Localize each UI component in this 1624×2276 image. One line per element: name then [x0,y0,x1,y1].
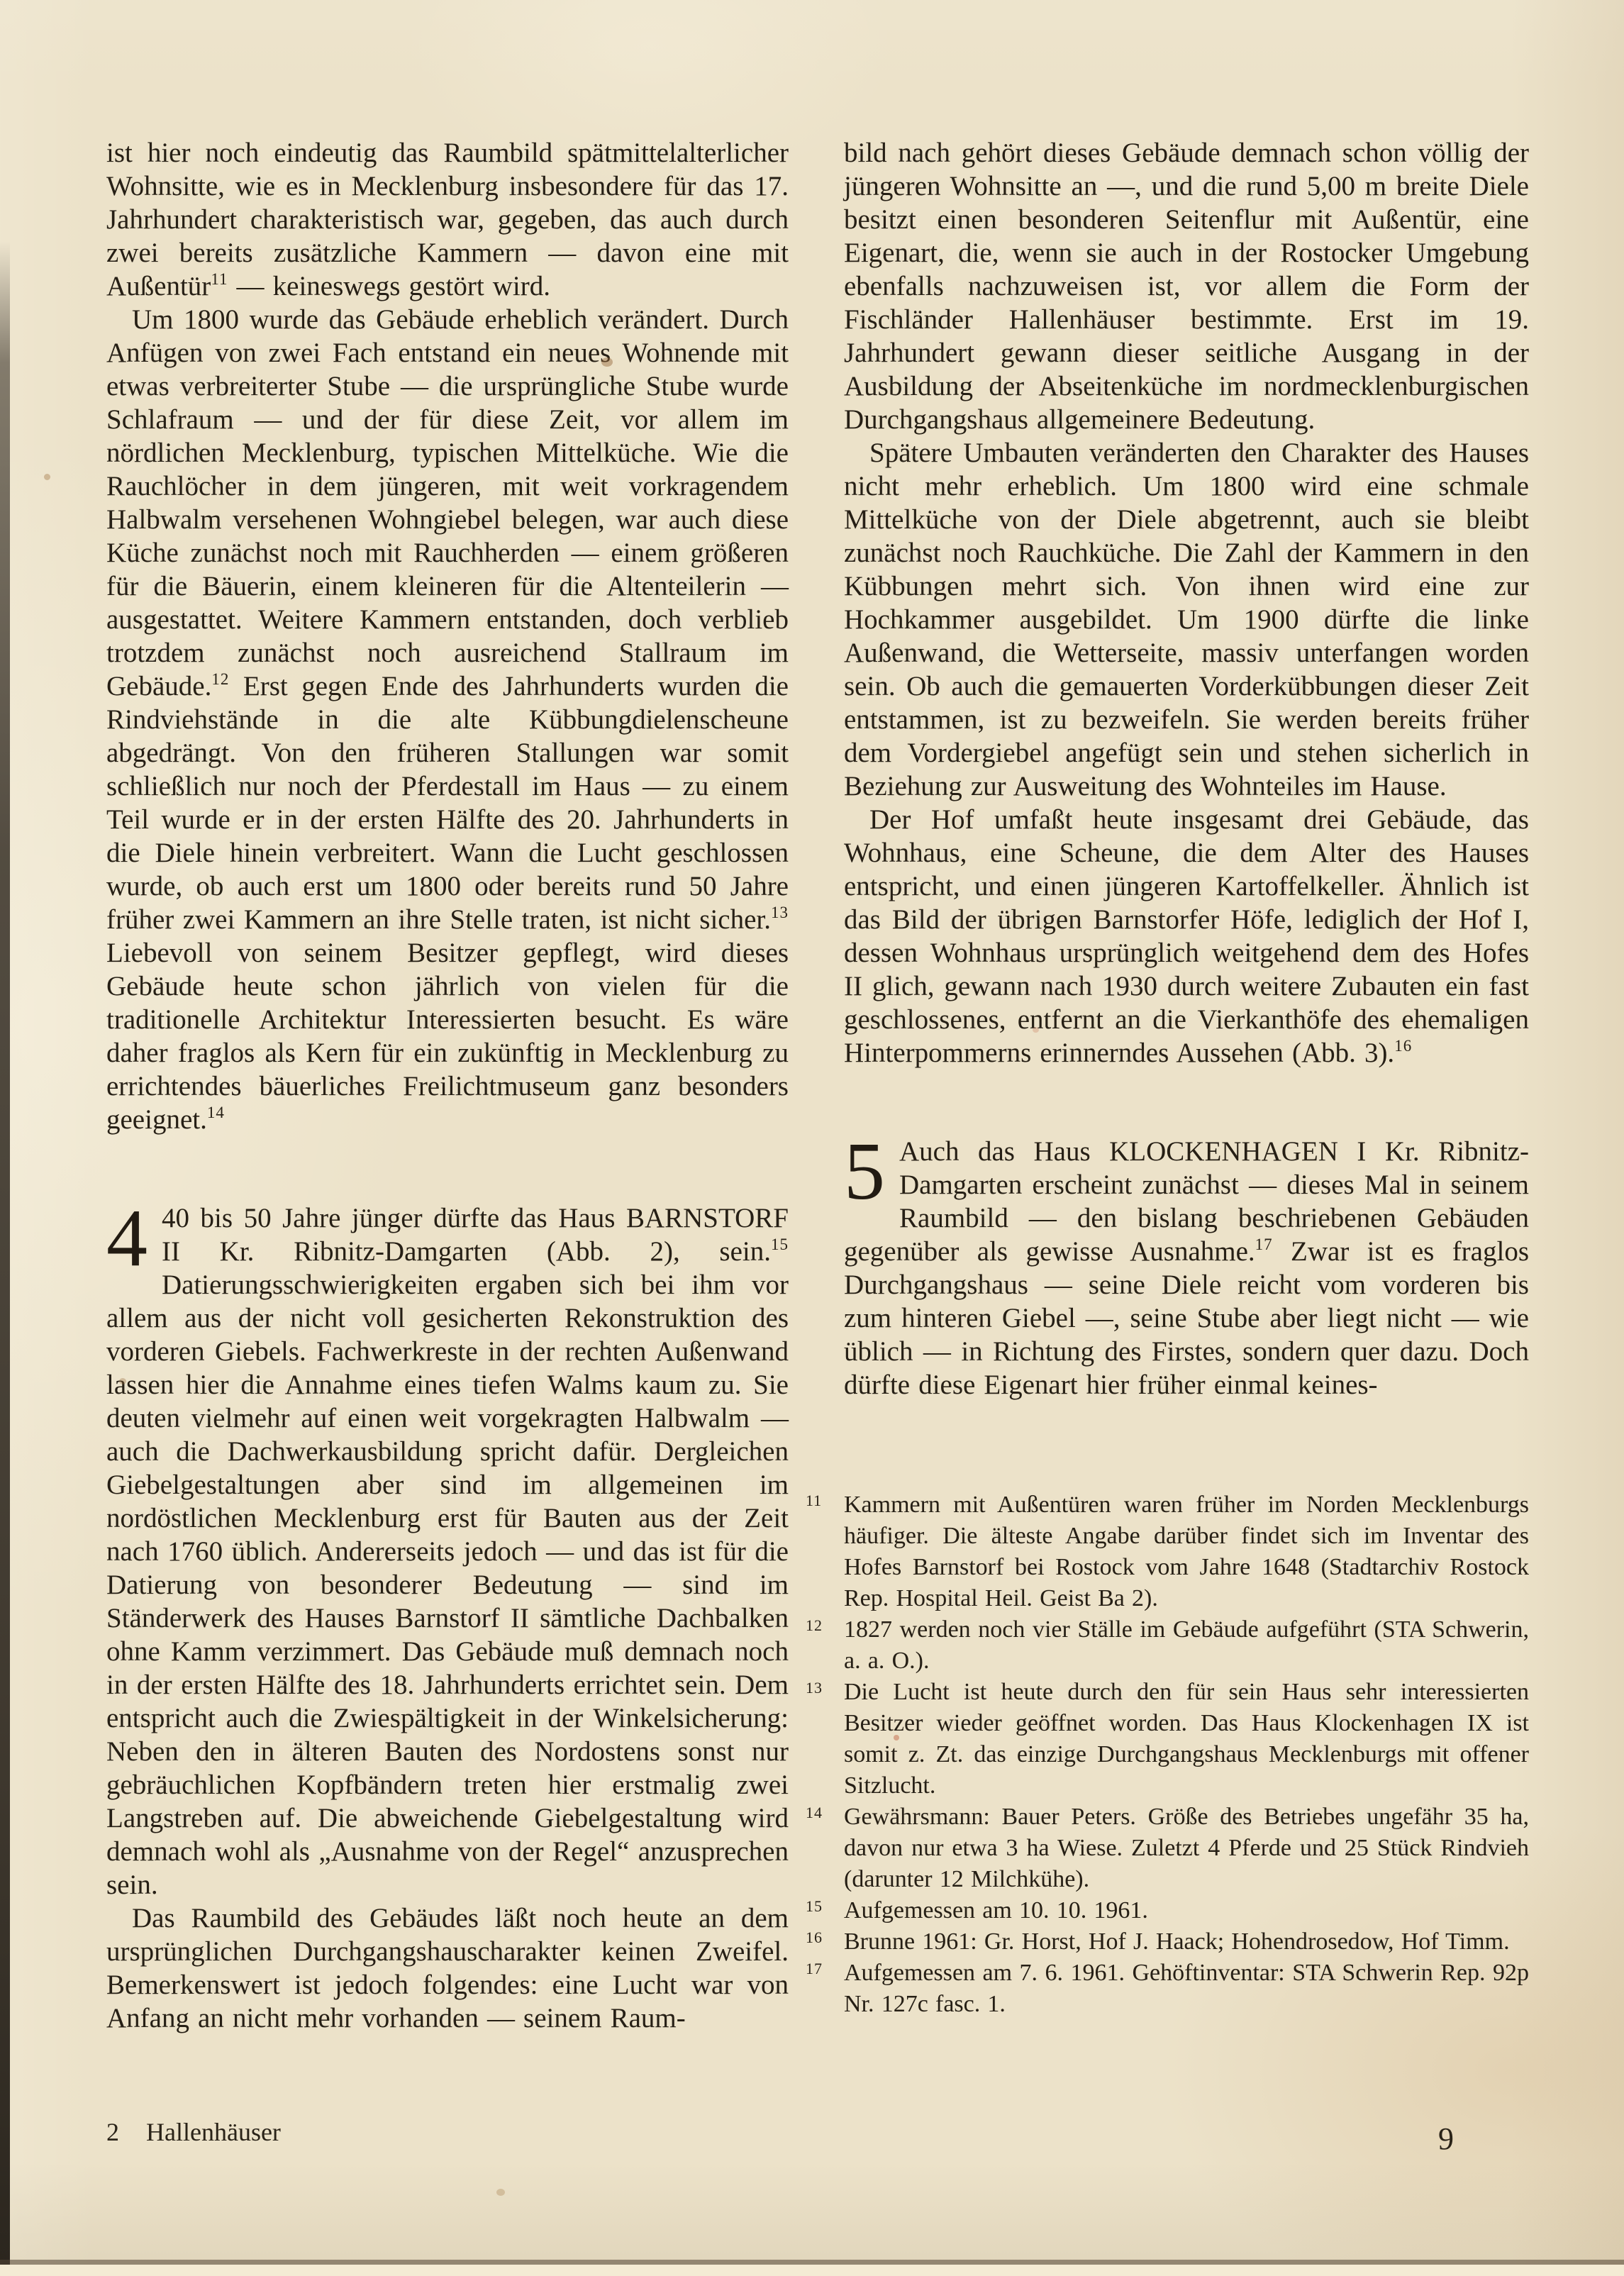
footnote-ref: 16 [1394,1037,1413,1055]
scan-edge-left [0,241,10,2276]
footnote-number: 17 [806,1960,823,1977]
section-number-dropcap: 4 [106,1193,148,1284]
right-text-column [806,136,1529,2020]
section-paragraph: 5 Auch das Haus KLOCKENHAGEN I Kr. Ribnitz-Damgarten erscheint zunächst — dieses Mal in seinem Raumbild — den bislang beschriebenen Gebäuden gegenüber als gewisse Ausnahme.$^{17}$ Zwar ist es fraglos Durchgangshaus — seine Diele reicht vom vorderen bis zum hinteren Giebel —, seine Stube aber liegt nicht — wie üblich — in Richtung des Firstes, sondern quer dazu. Doch dürfte diese Eigenart hier früher einmal keines- [844,1126,1529,1400]
footnote-ref: 13 [771,904,789,921]
footnote-number: 11 [806,1492,823,1509]
footnote-item: 15 Aufgemessen am 10. 10. 1961. [844,1895,1529,1926]
paper-speck [1033,1027,1039,1033]
footer-signature [106,2118,281,2146]
footnote-number: 14 [806,1804,823,1821]
paragraph: bild nach gehört dieses Gebäude demnach schon völlig der jüngeren Wohnsitte an —, und die rund 5,00 m breite Diele besitzt einen besonderen Seitenflur mit Außentür, eine Eigenart, die, wenn sie auch in der Rostocker Umgebung ebenfalls nachzuweisen ist, vor allem die Form der Fischländer Hallenhäuser bestimmte. Erst im 19. Jahrhundert gewann dieser seitliche Ausgang in der Ausbildung der Abseitenküche im nordmecklenburgischen Durchgangshaus allgemeinere Bedeutung. [844,138,1529,435]
footnote-number: 16 [806,1928,823,1946]
paper-speck [119,1378,126,1384]
paragraph: ist hier noch eindeutig das Raumbild spätmittelalterlicher Wohnsitte, wie es in Mecklenburg insbesondere für das 17. Jahrhundert charakteristisch war, gegeben, das auch durch zwei bereits zusätzliche Kammern — davon eine mit Außentür$^{11}$ — keineswegs gestört wird. [106,138,789,301]
paper-speck [894,1735,899,1741]
paper-speck [601,357,613,367]
footnote-ref: 14 [206,1104,225,1121]
paragraph: Spätere Umbauten veränderten den Charakter des Hauses nicht mehr erheblich. Um 1800 wird eine schmale Mittelküche von der Diele abgetrennt, auch sie bleibt zunächst noch Rauchküche. Die Zahl der Kammern in den Kübbungen mehrt sich. Von ihnen wird eine zur Hochkammer ausgebildet. Um 1900 dürfte die linke Außenwand, die Wetterseite, massiv unterfangen worden sein. Ob auch die gemauerten Vorderkübbungen dieser Zeit entstammen, ist zu bezweifeln. Sie werden bereits früher dem Vordergiebel angefügt sein und stehen sicherlich in Beziehung zur Ausweitung des Wohnteiles im Hause. [844,438,1529,801]
footnote-ref: 15 [771,1236,789,1253]
footnote-ref: 17 [1255,1236,1273,1253]
left-text-column [106,136,789,2035]
footnote-item: 13 Die Lucht ist heute durch den für sein Haus sehr interessierten Besitzer wieder geöffnet worden. Das Haus Klockenhagen IX ist somit z. Zt. das einzige Durchgangshaus Mecklenburgs mit offener Sitzlucht. [844,1677,1529,1802]
paper-speck [44,474,50,480]
footnote-number: 15 [806,1897,823,1915]
footnotes-section [806,1489,1529,2020]
paragraph: Der Hof umfaßt heute insgesamt drei Gebäude, das Wohnhaus, eine Scheune, die dem Alter des Hauses entspricht, und einen jüngeren Kartoffelkeller. Ähnlich ist das Bild der übrigen Barnstorfer Höfe, lediglich der Hof I, dessen Wohnhaus ursprünglich weitgehend dem des Hofes II glich, gewann nach 1930 durch weitere Zubauten ein fast geschlossenes, entfernt an die Vierkanthöfe des ehemaligen Hinterpommerns erinnerndes Aussehen (Abb. 3).$^{16}$ [844,804,1529,1068]
footnote-number: 13 [806,1679,823,1697]
page-number: 9 [1438,2121,1454,2156]
footnote-item: 17 Aufgemessen am 7. 6. 1961. Gehöftinventar: STA Schwerin Rep. 92p Nr. 127c fasc. 1. [844,1958,1529,2020]
footer-signature-number: 2 [106,2118,119,2146]
footnote-number: 12 [806,1616,823,1634]
paper-speck [496,2189,505,2196]
scan-edge-bottom-light [0,2265,1624,2276]
footnote-ref: 12 [211,670,230,688]
scan-edge-bottom [0,2260,1624,2265]
section-paragraph: 4 40 bis 50 Jahre jünger dürfte das Haus BARNSTORF II Kr. Ribnitz-Damgarten (Abb. 2), sein.$^{15}$ Datierungsschwierigkeiten ergaben sich bei ihm vor allem aus der nicht voll gesicherten Rekonstruktion des vorderen Giebels. Fachwerkreste in der rechten Außenwand lassen hier die Annahme eines tiefen Walms kaum zu. Sie deuten vielmehr auf einen weit vorgekragten Halbwalm — auch die Dachwerkausbildung spricht dafür. Dergleichen Giebelgestaltungen aber sind im allgemeinen im nordöstlichen Mecklenburg erst für Bauten aus der Zeit nach 1760 üblich. Andererseits jedoch — und das ist für die Datierung von besonderer Bedeutung — sind im Ständerwerk des Hauses Barnstorf II sämtliche Dachbalken ohne Kamm verzimmert. Das Gebäude muß demnach noch in der ersten Hälfte des 18. Jahrhunderts errichtet sein. Dem entspricht auch die Zwiespältigkeit in der Winkelsicherung: Neben den in älteren Bauten des Nordostens sonst nur gebräuchlichen Kopfbändern treten hier erstmalig zwei Langstreben auf. Die abweichende Giebelgestaltung wird demnach wohl als „Ausnahme von der Regel“ anzusprechen sein. [106,1193,789,1900]
footnote-item: 14 Gewährsmann: Bauer Peters. Größe des Betriebes ungefähr 35 ha, davon nur etwa 3 ha Wiese. Zuletzt 4 Pferde und 25 Stück Rindvieh (darunter 12 Milchkühe). [844,1802,1529,1895]
footnote-ref: 11 [211,270,228,288]
paragraph: Das Raumbild des Gebäudes läßt noch heute an dem ursprünglichen Durchgangshauscharakter keinen Zweifel. Bemerkenswert ist jedoch folgendes: eine Lucht war von Anfang an nicht mehr vorhanden — seinem Raum- [106,1903,789,2033]
section-number-dropcap: 5 [844,1126,885,1217]
footer-signature-label: Hallenhäuser [146,2118,281,2146]
footnote-item: 11 Kammern mit Außentüren waren früher im Norden Mecklenburgs häufiger. Die älteste Angabe darüber findet sich im Inventar des Hofes Barnstorf bei Rostock vom Jahre 1648 (Stadtarchiv Rostock Rep. Hospital Heil. Geist Ba 2). [844,1489,1529,1614]
footnote-item: 16 Brunne 1961: Gr. Horst, Hof J. Haack; Hohendrosedow, Hof Timm. [844,1926,1529,1958]
right-column-body [844,136,1529,1401]
paragraph: Um 1800 wurde das Gebäude erheblich verändert. Durch Anfügen von zwei Fach entstand ein neues Wohnende mit etwas verbreiterter Stube — die ursprüngliche Stube wurde Schlafraum — und der für diese Zeit, vor allem im nördlichen Mecklenburg, typischen Mittelküche. Wie die Rauchlöcher in dem jüngeren, mit weit vorkragendem Halbwalm versehenen Wohngiebel belegen, war auch diese Küche zunächst noch mit Rauchherden — einem größeren für die Bäuerin, einem kleineren für die Altenteilerin — ausgestattet. Weitere Kammern entstanden, doch verblieb trotzdem zunächst noch ausreichend Stallraum im Gebäude.$^{12}$ Erst gegen Ende des Jahrhunderts wurden die Rindviehstände in die alte Kübbungdielenscheune abgedrängt. Von den früheren Stallungen war somit schließlich nur noch der Pferdestall im Haus — zu einem Teil wurde er in der ersten Hälfte des 20. Jahrhunderts in die Diele hinein verbreitert. Wann die Lucht geschlossen wurde, ob auch erst um 1800 oder bereits rund 50 Jahre früher zwei Kammern an ihre Stelle traten, ist nicht sicher.$^{13}$ Liebevoll von seinem Besitzer gepflegt, wird dieses Gebäude heute schon jährlich von vielen für die traditionelle Architektur Interessierten besucht. Es wäre daher fraglos als Kern für ein zukünftig in Mecklenburg zu errichtendes bäuerliches Freilichtmuseum ganz besonders geeignet.$^{14}$ [106,304,789,1135]
footnote-item: 12 1827 werden noch vier Ställe im Gebäude aufgeführt (STA Schwerin, a. a. O.). [844,1614,1529,1677]
